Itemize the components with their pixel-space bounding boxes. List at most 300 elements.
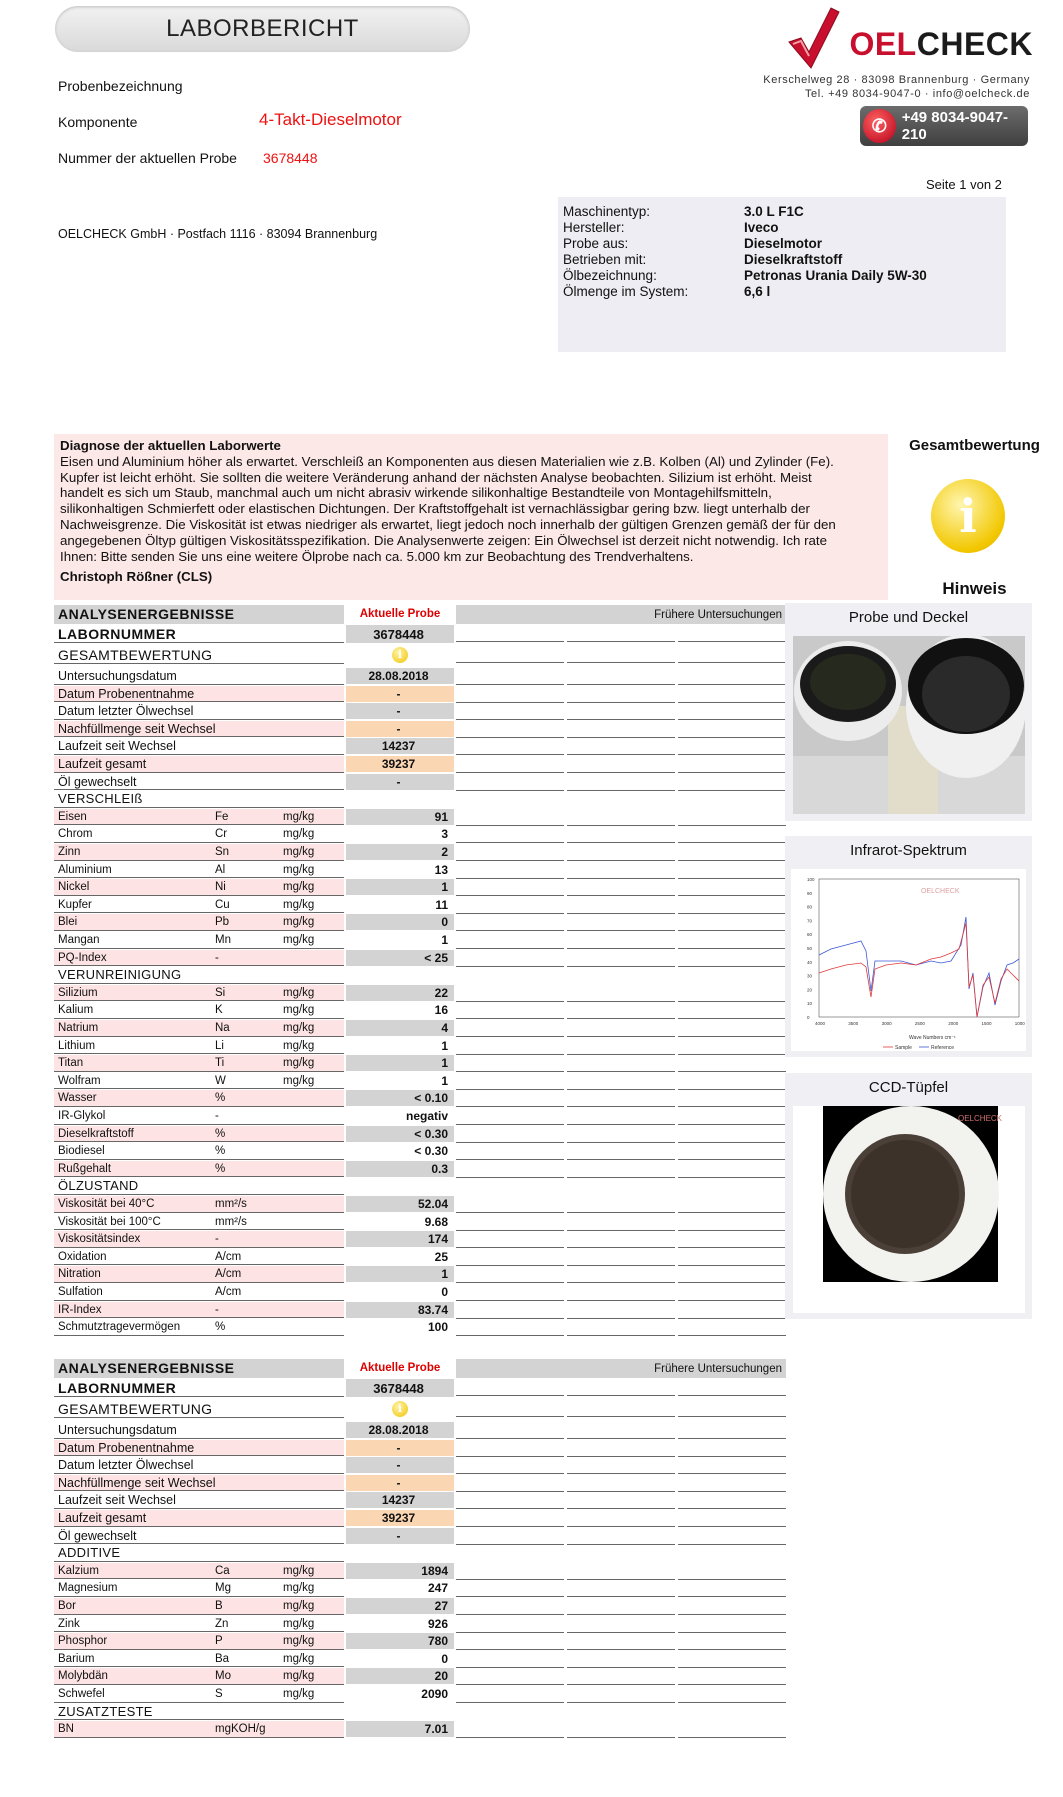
previous-value-cell	[456, 1563, 564, 1580]
machine-label: Ölmenge im System:	[563, 284, 689, 299]
ir-watermark: OELCHECK	[921, 888, 960, 895]
phone-icon: ✆	[863, 109, 896, 143]
row-value: 4	[441, 1021, 448, 1035]
diagnosis-line: silikonhaltigen Schmierfett oder elastischen Dichtungen. Der Kraftstoffgehalt ist vernachlässigbar gering bzw. liegt unterhalb der	[60, 501, 810, 517]
data-row	[54, 1196, 786, 1214]
data-row	[54, 1721, 786, 1739]
row-underline	[54, 1000, 344, 1001]
previous-value-cell	[456, 985, 564, 1002]
general-row	[54, 756, 786, 774]
previous-value-cell	[456, 862, 564, 879]
previous-value-cell	[678, 1126, 786, 1143]
previous-value-cell	[456, 774, 564, 791]
row-symbol: K	[215, 1004, 223, 1017]
diagnosis-line: Ihnen: Bitte senden Sie uns eine weitere Ölprobe nach ca. 5.000 km zur Beobachtung des Trendverhaltens.	[60, 548, 694, 564]
oelcheck-logo	[783, 4, 1033, 74]
row-name: Wolfram	[58, 1074, 101, 1087]
previous-value-cell	[567, 862, 675, 879]
general-row-value: 14237	[381, 739, 416, 754]
row-underline	[54, 807, 344, 808]
probe-deckel-title: Probe und Deckel	[848, 609, 969, 626]
general-row	[54, 1440, 786, 1458]
general-row-label: Laufzeit seit Wechsel	[58, 1493, 176, 1508]
previous-value-cell	[456, 844, 564, 861]
previous-value-cell	[456, 932, 564, 949]
section-title: ZUSATZTESTE	[58, 1703, 153, 1719]
previous-value-cell	[567, 1090, 675, 1107]
data-row	[54, 826, 786, 844]
address-line-2: Tel. +49 8034-9047-0 · info@oelcheck.de	[804, 88, 1030, 100]
row-name: IR-Index	[58, 1303, 102, 1316]
diagnosis-box	[54, 434, 888, 600]
ir-y-tick: 10	[807, 1001, 813, 1007]
row-symbol: -	[215, 1303, 219, 1316]
previous-value-cell	[567, 1055, 675, 1072]
row-symbol: Sn	[215, 846, 230, 858]
previous-value-cell	[678, 1249, 786, 1266]
general-row-label: Datum Probenentnahme	[58, 686, 195, 701]
page-number: Seite 1 von 2	[926, 177, 1002, 192]
row-underline	[54, 1666, 344, 1667]
ir-y-tick: 80	[807, 904, 813, 910]
row-name: Kupfer	[58, 898, 92, 911]
row-underline	[54, 1702, 344, 1703]
fruehere-untersuchungen-label: Frühere Untersuchungen	[654, 1363, 782, 1375]
row-symbol: A/cm	[215, 1250, 242, 1263]
previous-value-cell	[456, 1668, 564, 1685]
data-row	[54, 1580, 786, 1598]
previous-value-cell	[678, 1528, 786, 1545]
previous-value-cell	[678, 809, 786, 826]
general-row	[54, 738, 786, 756]
row-symbol: %	[215, 1092, 226, 1105]
row-value: 1	[441, 1073, 448, 1088]
row-name: Nickel	[58, 881, 90, 894]
previous-value-cell	[678, 1457, 786, 1474]
row-symbol: Si	[215, 986, 226, 999]
row-underline	[54, 684, 344, 685]
previous-value-cell	[456, 1686, 564, 1703]
row-underline	[54, 1396, 344, 1397]
ir-y-tick: 40	[807, 959, 813, 965]
previous-value-cell	[567, 1422, 675, 1439]
ir-y-tick: 60	[807, 932, 813, 938]
diagnosis-line: Kupfer ist leicht erhöht. Sie sollten die weitere Veränderung anhand der nächsten Analyse beobachten. Silizium ist erhöht. Meist	[60, 469, 812, 485]
general-row-label: Datum letzter Ölwechsel	[58, 704, 194, 719]
row-value: 1	[441, 1056, 448, 1071]
row-name: Schwefel	[58, 1688, 105, 1700]
previous-value-cell	[567, 1686, 675, 1703]
row-value: 174	[427, 1232, 448, 1247]
previous-value-cell	[456, 1319, 564, 1336]
previous-value-cell	[456, 1073, 564, 1090]
previous-value-cell	[567, 1651, 675, 1668]
row-unit: mg/kg	[283, 863, 315, 876]
data-row	[54, 1090, 786, 1108]
previous-value-cell	[567, 1319, 675, 1336]
previous-value-cell	[678, 826, 786, 843]
sender-address: OELCHECK GmbH · Postfach 1116 · 83094 Brannenburg	[58, 227, 378, 241]
previous-value-cell	[456, 721, 564, 738]
small-info-icon: i	[392, 647, 408, 663]
row-name: Viskosität bei 40°C	[58, 1198, 155, 1210]
row-name: Molybdän	[58, 1670, 108, 1683]
row-underline	[54, 1141, 344, 1142]
row-underline	[54, 701, 344, 702]
general-row-label: Nachfüllmenge seit Wechsel	[58, 1475, 216, 1490]
data-row	[54, 1266, 786, 1284]
previous-value-cell	[678, 1214, 786, 1231]
row-unit: mg/kg	[283, 1600, 315, 1612]
gesamtbewertung-row	[54, 646, 786, 665]
previous-value-cell	[678, 1510, 786, 1527]
row-name: IR-Glykol	[58, 1110, 106, 1122]
gesamtbewertung-row	[54, 1400, 786, 1419]
row-value: < 0.30	[414, 1144, 448, 1159]
ir-x-tick: 1500	[981, 1021, 992, 1026]
data-row	[54, 1161, 786, 1179]
general-row-value: -	[396, 704, 401, 719]
previous-value-cell	[678, 1090, 786, 1107]
data-row	[54, 1214, 786, 1232]
previous-value-cell	[456, 914, 564, 931]
logo-check-text: CHECK	[916, 26, 1033, 62]
row-symbol: -	[215, 1110, 219, 1122]
previous-value-cell	[678, 897, 786, 914]
row-value: 9.68	[424, 1214, 448, 1229]
row-symbol: -	[215, 951, 219, 964]
section-header-row	[54, 1704, 786, 1722]
ir-x-tick: 3500	[848, 1021, 859, 1026]
row-name: Barium	[58, 1652, 95, 1665]
previous-value-cell	[678, 686, 786, 703]
previous-value-cell	[567, 1161, 675, 1178]
row-symbol: A/cm	[215, 1268, 242, 1281]
ir-y-tick: 20	[807, 987, 813, 993]
ccd-panel	[785, 1073, 1032, 1319]
data-row	[54, 1020, 786, 1038]
row-value: 25	[434, 1249, 448, 1264]
labnummer-label: LABORNUMMER	[58, 626, 177, 642]
general-row-label: Öl gewechselt	[58, 774, 137, 789]
report-title: LABORBERICHT	[55, 6, 470, 52]
phone-number: +49 8034-9047-210	[901, 109, 1009, 143]
row-underline	[54, 1053, 344, 1054]
previous-value-cell	[456, 1266, 564, 1283]
row-unit: mg/kg	[283, 1617, 315, 1630]
general-row	[54, 774, 786, 792]
row-symbol: Ni	[215, 881, 226, 894]
previous-value-cell	[456, 1721, 564, 1738]
row-unit: mg/kg	[283, 1635, 315, 1648]
row-underline	[54, 1561, 344, 1562]
previous-value-cell	[678, 1196, 786, 1213]
previous-value-cell	[678, 1020, 786, 1037]
previous-value-cell	[567, 756, 675, 773]
previous-value-cell	[678, 932, 786, 949]
previous-value-cell	[456, 1090, 564, 1107]
previous-value-cell	[678, 774, 786, 791]
previous-value-cell	[456, 1214, 564, 1231]
machine-label: Probe aus:	[563, 236, 629, 251]
row-unit: mg/kg	[283, 986, 315, 999]
row-value: < 25	[424, 950, 448, 965]
data-row	[54, 914, 786, 932]
data-row	[54, 1668, 786, 1686]
previous-value-cell	[567, 703, 675, 720]
row-value: 11	[435, 897, 448, 912]
previous-value-cell	[567, 1266, 675, 1283]
general-row-label: Untersuchungsdatum	[58, 1423, 177, 1437]
general-row	[54, 686, 786, 704]
previous-value-cell	[678, 914, 786, 931]
previous-value-cell	[567, 879, 675, 896]
previous-value-cell	[567, 1598, 675, 1615]
general-row-label: Laufzeit seit Wechsel	[58, 739, 176, 754]
previous-value-cell	[456, 1143, 564, 1160]
previous-value-cell	[678, 1379, 786, 1396]
row-underline	[54, 1176, 344, 1177]
diagnosis-signature: Christoph Rößner (CLS)	[60, 569, 213, 585]
section-title: VERSCHLEIß	[58, 791, 143, 807]
row-underline	[54, 1036, 344, 1037]
previous-value-cell	[567, 1038, 675, 1055]
gesamtbewertung-label: Hinweis	[942, 579, 1007, 598]
row-underline	[54, 772, 344, 773]
diagnosis-line: Nachweisgrenze. Die Viskosität ist etwas niedriger als erwartet, liegt jedoch noch innerhalb der gültigen Grenzen gemäß der für den	[60, 516, 836, 532]
previous-value-cell	[567, 844, 675, 861]
data-row	[54, 1055, 786, 1073]
row-name: Rußgehalt	[58, 1162, 112, 1175]
row-symbol: Ca	[215, 1564, 230, 1577]
previous-value-cell	[678, 625, 786, 642]
row-value: < 0.10	[414, 1091, 448, 1106]
previous-value-cell	[456, 1020, 564, 1037]
data-row	[54, 1231, 786, 1249]
general-row-value: 39237	[381, 757, 416, 771]
data-row	[54, 1143, 786, 1161]
row-value: 1	[441, 880, 448, 895]
row-underline	[54, 842, 344, 843]
row-value: 13	[434, 862, 448, 877]
row-name: Nitration	[58, 1268, 101, 1281]
general-row-value: 14237	[381, 1493, 416, 1508]
row-value: 52.04	[417, 1197, 448, 1211]
row-underline	[54, 1247, 344, 1248]
previous-value-cell	[678, 950, 786, 967]
row-symbol: P	[215, 1635, 223, 1648]
previous-value-cell	[567, 1196, 675, 1213]
previous-value-cell	[567, 1510, 675, 1527]
row-name: Bor	[58, 1600, 76, 1612]
general-row-label: Öl gewechselt	[58, 1528, 137, 1543]
row-unit: mg/kg	[283, 1039, 315, 1052]
general-row-label: Untersuchungsdatum	[58, 669, 177, 683]
row-unit: mg/kg	[283, 1564, 315, 1577]
previous-value-cell	[456, 1492, 564, 1509]
section-header-row	[54, 791, 786, 809]
row-underline	[54, 1264, 344, 1265]
row-name: Kalium	[58, 1004, 94, 1017]
ir-reference-line	[819, 917, 1019, 1017]
row-name: PQ-Index	[58, 951, 107, 964]
row-underline	[54, 1018, 344, 1019]
row-unit: mg/kg	[283, 916, 315, 929]
previous-value-cell	[678, 1721, 786, 1738]
general-row-value: -	[396, 1440, 401, 1455]
previous-value-cell	[567, 625, 675, 642]
row-underline	[54, 1317, 344, 1318]
ir-x-tick: 1000	[1014, 1021, 1025, 1026]
previous-value-cell	[456, 950, 564, 967]
row-symbol: Ti	[215, 1057, 225, 1070]
row-symbol: A/cm	[215, 1286, 242, 1298]
previous-value-cell	[456, 756, 564, 773]
data-row	[54, 1598, 786, 1616]
machine-value: Dieselkraftstoff	[744, 252, 843, 267]
row-value: 926	[427, 1616, 448, 1631]
row-name: Sulfation	[58, 1286, 103, 1298]
data-row	[54, 862, 786, 880]
row-name: Magnesium	[58, 1582, 118, 1595]
previous-value-cell	[567, 1721, 675, 1738]
previous-value-cell	[456, 1580, 564, 1597]
machine-value: Petronas Urania Daily 5W-30	[744, 268, 927, 283]
row-underline	[54, 1417, 344, 1418]
row-value: 27	[434, 1599, 448, 1613]
small-info-icon: i	[392, 1401, 408, 1417]
row-name: Biodiesel	[58, 1145, 105, 1158]
row-underline	[54, 1684, 344, 1685]
row-value: < 0.30	[414, 1126, 448, 1141]
data-row	[54, 1651, 786, 1669]
analysis-head: ANALYSENERGEBNISSE	[58, 606, 235, 622]
general-row-value: -	[396, 774, 401, 789]
row-value: 1	[441, 1267, 448, 1282]
ir-y-tick: 0	[807, 1015, 810, 1020]
row-underline	[54, 1159, 344, 1160]
row-underline	[54, 1229, 344, 1230]
phone-button[interactable]	[860, 106, 1028, 146]
row-name: Oxidation	[58, 1250, 107, 1263]
previous-value-cell	[678, 1319, 786, 1336]
general-row	[54, 1457, 786, 1475]
row-underline	[54, 1508, 344, 1509]
general-row-value: -	[396, 1475, 401, 1490]
row-unit: mg/kg	[283, 934, 315, 946]
row-underline	[54, 1282, 344, 1283]
info-icon: i	[931, 479, 1005, 553]
previous-value-cell	[678, 1073, 786, 1090]
row-underline	[54, 1455, 344, 1456]
machine-label: Hersteller:	[563, 220, 625, 235]
ir-y-tick: 30	[807, 973, 813, 979]
previous-value-cell	[678, 1231, 786, 1248]
row-symbol: %	[215, 1321, 226, 1334]
ccd-watermark: OELCHECK	[958, 1114, 1003, 1123]
ir-legend-reference: Reference	[931, 1045, 955, 1051]
row-value: negativ	[405, 1109, 448, 1123]
data-row	[54, 1108, 786, 1126]
row-name: Kalzium	[58, 1564, 99, 1577]
labnummer-row	[54, 1379, 786, 1398]
row-underline	[54, 1071, 344, 1072]
machine-label: Betrieben mit:	[563, 252, 647, 267]
row-symbol: %	[215, 1145, 226, 1158]
previous-value-cell	[678, 1266, 786, 1283]
previous-value-cell	[456, 1400, 564, 1417]
previous-value-cell	[567, 1400, 675, 1417]
row-value: 20	[434, 1669, 448, 1684]
row-name: Mangan	[58, 934, 100, 946]
row-symbol: Mg	[215, 1582, 231, 1595]
previous-value-cell	[678, 721, 786, 738]
previous-value-cell	[456, 646, 564, 663]
row-underline	[54, 1631, 344, 1632]
previous-value-cell	[567, 1073, 675, 1090]
row-unit: mg/kg	[283, 1670, 315, 1683]
previous-value-cell	[567, 1668, 675, 1685]
previous-value-cell	[456, 1651, 564, 1668]
general-row	[54, 1528, 786, 1546]
machine-label: Ölbezeichnung:	[563, 268, 657, 283]
data-row	[54, 1319, 786, 1337]
row-value: 22	[434, 985, 448, 1000]
previous-value-cell	[567, 932, 675, 949]
row-underline	[54, 912, 344, 913]
machine-value: Dieselmotor	[744, 236, 823, 251]
previous-value-cell	[678, 1651, 786, 1668]
general-row-label: Datum Probenentnahme	[58, 1440, 195, 1455]
row-name: Phosphor	[58, 1635, 108, 1648]
data-row	[54, 1002, 786, 1020]
row-symbol: B	[215, 1600, 223, 1612]
row-value: 0	[441, 1651, 448, 1666]
data-row	[54, 1038, 786, 1056]
data-row	[54, 1633, 786, 1651]
gesamtbewertung-row-label: GESAMTBEWERTUNG	[58, 647, 213, 663]
previous-value-cell	[567, 897, 675, 914]
row-underline	[54, 1088, 344, 1089]
previous-value-cell	[678, 862, 786, 879]
row-underline	[54, 1596, 344, 1597]
ir-x-tick: 3000	[881, 1021, 892, 1026]
labnummer-row	[54, 625, 786, 644]
previous-value-cell	[456, 1284, 564, 1301]
komponente-label: Komponente	[58, 114, 138, 130]
previous-value-cell	[456, 1055, 564, 1072]
previous-value-cell	[456, 625, 564, 642]
nummer-value: 3678448	[263, 150, 318, 166]
ir-spectrum-title: Infrarot-Spektrum	[850, 842, 967, 859]
row-unit: mg/kg	[283, 1057, 315, 1070]
previous-value-cell	[456, 1108, 564, 1125]
row-underline	[54, 1194, 344, 1195]
row-symbol: mgKOH/g	[215, 1723, 266, 1736]
previous-value-cell	[456, 826, 564, 843]
ir-sample-line	[819, 923, 1019, 1017]
fruehere-untersuchungen-label: Frühere Untersuchungen	[654, 609, 782, 621]
row-underline	[54, 1578, 344, 1579]
aktuelle-probe-label: Aktuelle Probe	[359, 1362, 441, 1374]
previous-value-cell	[678, 646, 786, 663]
previous-value-cell	[678, 1038, 786, 1055]
previous-value-cell	[567, 1475, 675, 1492]
general-row-label: Datum letzter Ölwechsel	[58, 1458, 194, 1473]
previous-value-cell	[567, 1126, 675, 1143]
data-row	[54, 1284, 786, 1302]
row-name: Dieselkraftstoff	[58, 1127, 134, 1140]
